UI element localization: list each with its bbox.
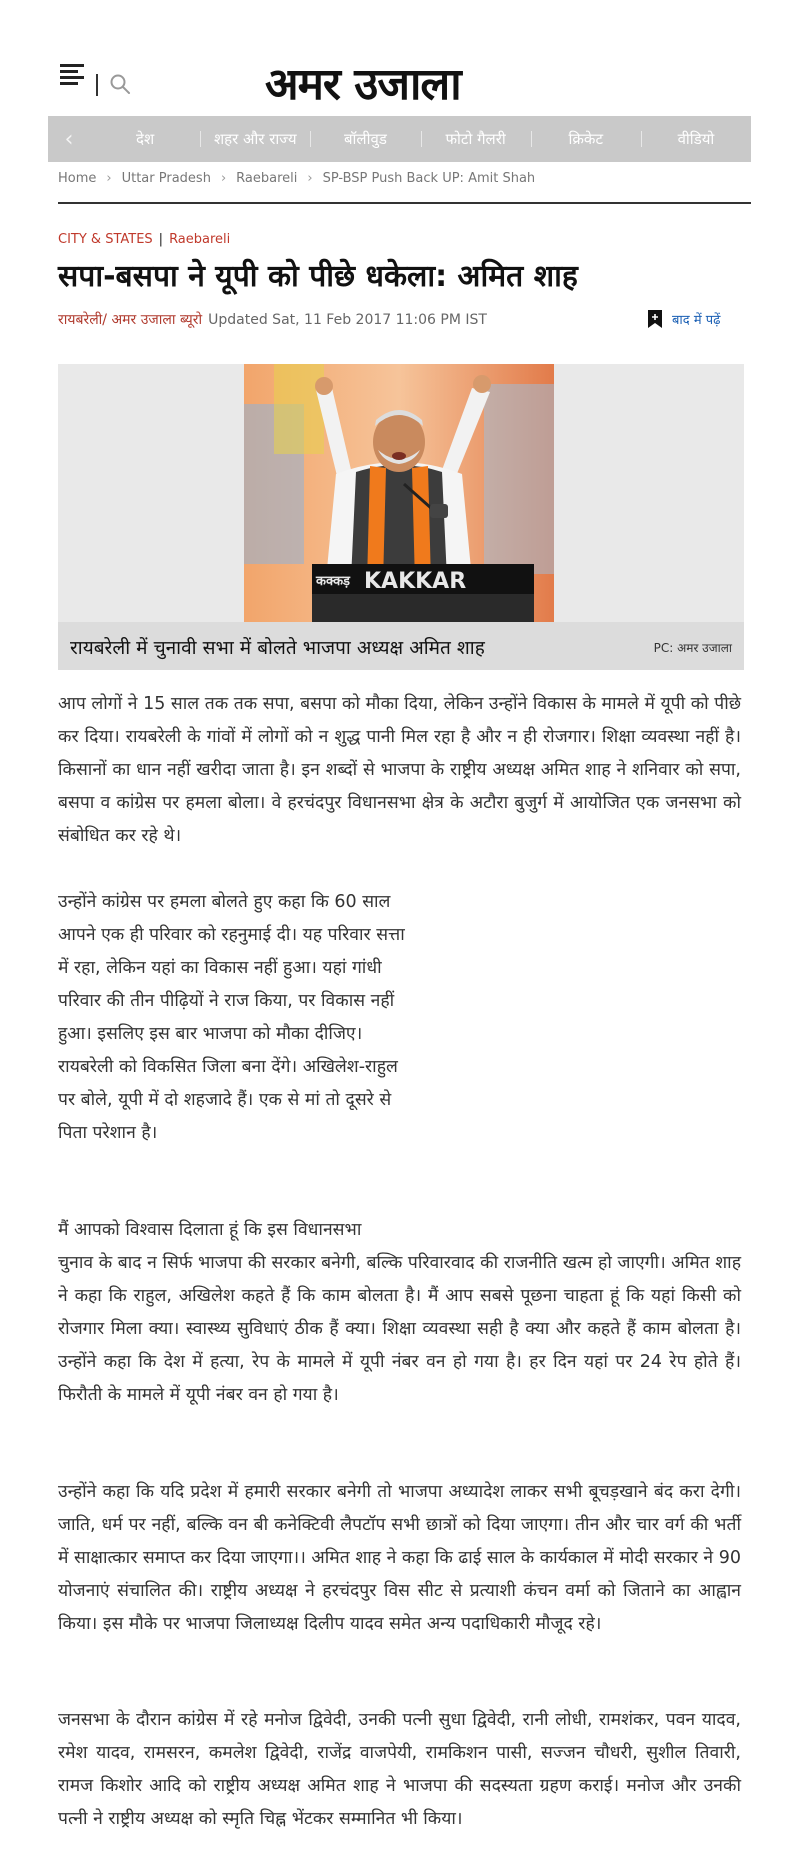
article-paragraph: उन्होंने कांग्रेस पर हमला बोलते हुए कहा कि 60 साल आपने एक ही परिवार को रहनुमाई दी। यह परिवार सत्ता में रहा, लेकिन यहां का विकास नहीं हुआ। यहां गांधी परिवार की तीन पीढ़ियों ने राज किया, पर विकास नहीं हुआ। इसलिए इस बार भाजपा को मौका दीजिए। रायबरेली को विकसित जिला बना देंगे। अखिलेश-राहुल पर बोले, यूपी में दो शहजादे हैं। एक से मां तो दूसरे से पिता परेशान है।	[58, 892, 405, 1143]
subcategory-link[interactable]: Raebareli	[169, 232, 231, 247]
bookmark-icon	[648, 310, 662, 328]
breadcrumb-separator: ›	[307, 170, 313, 186]
article-title: सपा-बसपा ने यूपी को पीछे धकेला: अमित शाह	[58, 259, 578, 294]
read-later-label: बाद में पढ़ें	[672, 313, 721, 328]
nav-item-photo-gallery[interactable]: फोटो गैलरी	[421, 129, 531, 149]
article-category	[58, 232, 230, 247]
header-divider	[96, 74, 98, 96]
author-name[interactable]: रायबरेली/ अमर उजाला ब्यूरो	[58, 312, 203, 328]
nav-item-video[interactable]: वीडियो	[641, 129, 751, 149]
header-rule	[58, 202, 751, 204]
site-logo[interactable]: अमर उजाला	[265, 59, 461, 110]
podium-sign-left: कक्कड़	[316, 574, 351, 589]
caption-bar	[58, 622, 744, 670]
main-nav	[48, 116, 751, 162]
article-figure	[58, 364, 744, 670]
article-paragraph: मैं आपको विश्वास दिलाता हूं कि इस विधानसभा	[58, 1220, 362, 1240]
breadcrumb	[58, 168, 535, 188]
category-link[interactable]: CITY & STATES	[58, 232, 153, 247]
breadcrumb-separator: ›	[106, 170, 112, 186]
photo-credit: PC: अमर उजाला	[653, 641, 732, 655]
breadcrumb-state[interactable]: Uttar Pradesh	[121, 170, 211, 186]
read-later-button[interactable]	[648, 310, 720, 328]
article-paragraph: चुनाव के बाद न सिर्फ भाजपा की सरकार बनेगी, बल्कि परिवारवाद की राजनीति खत्म हो जाएगी। अमित शाह ने कहा कि राहुल, अखिलेश कहते हैं कि काम बोलता है। मैं आप सबसे पूछना चाहता हूं कि यहां किसी को रोजगार मिला क्या। स्वास्थ्य सुविधाएं ठीक हैं क्या। शिक्षा व्यवस्था सही है क्या और कहते हैं काम बोलता है। उन्होंने कहा कि देश में हत्या, रेप के मामले में यूपी नंबर वन हो गया है। हर दिन यहां पर 24 रेप होते हैं। फिरौती के मामले में यूपी नंबर वन हो गया है।	[58, 1253, 741, 1405]
breadcrumb-separator: ›	[220, 170, 227, 186]
article-byline	[58, 310, 487, 329]
breadcrumb-home[interactable]: Home	[58, 170, 97, 186]
menu-icon[interactable]	[60, 64, 84, 84]
breadcrumb-current: SP-BSP Push Back UP: Amit Shah	[322, 170, 536, 186]
nav-item-cricket[interactable]: क्रिकेट	[531, 129, 641, 149]
nav-item-city-state[interactable]: शहर और राज्य	[200, 129, 310, 149]
chevron-left-icon[interactable]: ‹	[64, 126, 74, 152]
updated-timestamp: Updated Sat, 11 Feb 2017 11:06 PM IST	[208, 312, 487, 328]
article-paragraph: आप लोगों ने 15 साल तक तक सपा, बसपा को मौका दिया, लेकिन उन्होंने विकास के मामले में यूपी को पीछे कर दिया। रायबरेली के गांवों में लोगों को न शुद्ध पानी मिल रहा है और न ही रोजगार। शिक्षा व्यवस्था नहीं है। किसानों का धान नहीं खरीदा जाता है। इन शब्दों से भाजपा के राष्ट्रीय अध्यक्ष अमित शाह ने शनिवार को सपा, बसपा व कांग्रेस पर हमला बोला। वे हरचंदपुर विधानसभा क्षेत्र के अटौरा बुजुर्ग में आयोजित एक जनसभा को संबोधित कर रहे थे।	[58, 694, 741, 846]
breadcrumb-city[interactable]: Raebareli	[236, 170, 298, 186]
photo-caption: रायबरेली में चुनावी सभा में बोलते भाजपा अध्यक्ष अमित शाह	[70, 637, 485, 659]
category-separator: |	[158, 232, 164, 247]
nav-item-bollywood[interactable]: बॉलीवुड	[310, 129, 420, 149]
podium-sign: KAKKAR	[364, 569, 467, 594]
site-header	[0, 0, 799, 115]
article-paragraph: उन्होंने कहा कि यदि प्रदेश में हमारी सरकार बनेगी तो भाजपा अध्यादेश लाकर सभी बूचड़खाने बंद करा देगी। जाति, धर्म पर नहीं, बल्कि वन बी कनेक्टिवी लैपटॉप सभी छात्रों को दिया जाएगा। तीन और चार वर्ग की भर्ती में साक्षात्कार समाप्त कर दिया जाएगा।। अमित शाह ने कहा कि ढाई साल के कार्यकाल में मोदी सरकार ने 90 योजनाएं संचालित की। राष्ट्रीय अध्यक्ष ने हरचंदपुर विस सीट से प्रत्याशी कंचन वर्मा को जिताने का आह्वान किया। इस मौके पर भाजपा जिलाध्यक्ष दिलीप यादव समेत अन्य पदाधिकारी मौजूद रहे।	[58, 1482, 741, 1634]
article-photo	[244, 364, 554, 622]
nav-item-desh[interactable]: देश	[136, 130, 155, 148]
search-icon[interactable]	[108, 72, 132, 96]
article-paragraph: जनसभा के दौरान कांग्रेस में रहे मनोज द्विवेदी, उनकी पत्नी सुधा द्विवेदी, रानी लोधी, रामशंकर, पवन यादव, रमेश यादव, रामसरन, कमलेश द्विवेदी, राजेंद्र वाजपेयी, रामकिशन पासी, सज्जन चौधरी, सुशील तिवारी, रामज किशोर आदि को राष्ट्रीय अध्यक्ष अमित शाह ने भाजपा की सदस्यता ग्रहण कराई। मनोज और उनकी पत्नी ने राष्ट्रीय अध्यक्ष को स्मृति चिह्न भेंटकर सम्मानित भी किया।	[58, 1710, 741, 1829]
